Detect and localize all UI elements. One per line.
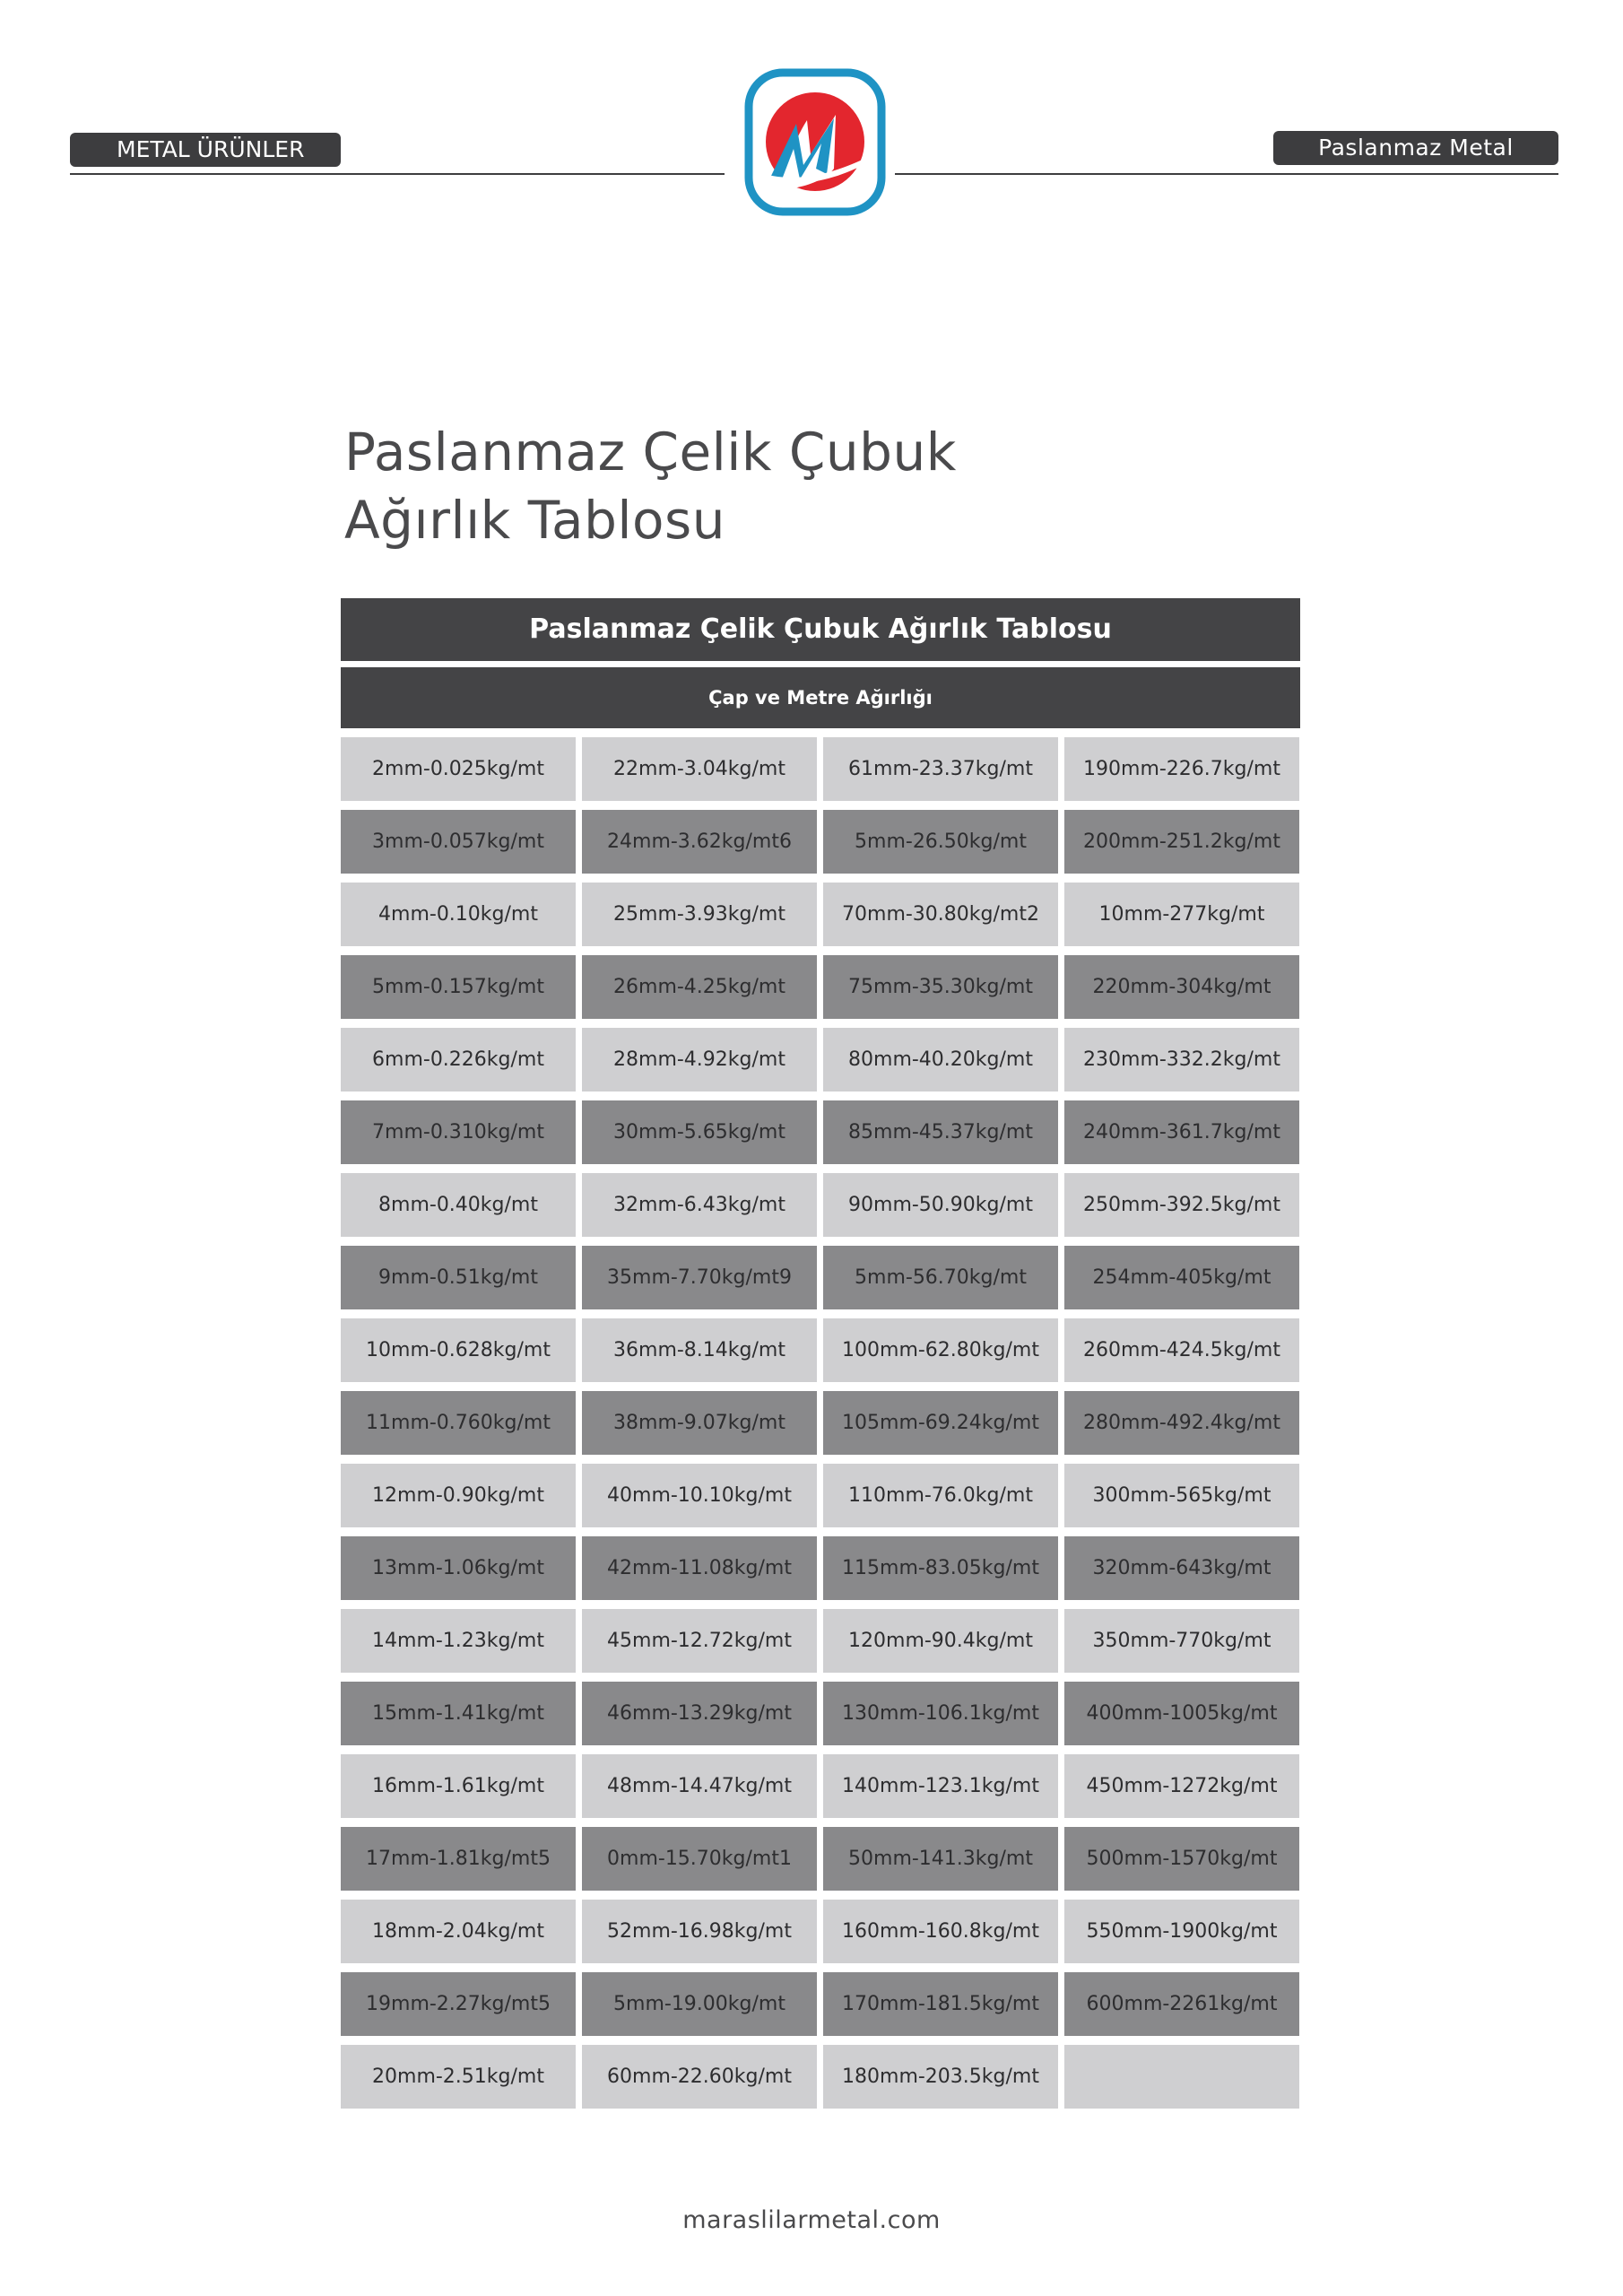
table-cell: 10mm-0.628kg/mt [341, 1318, 576, 1382]
table-cell: 240mm-361.7kg/mt [1064, 1100, 1299, 1164]
page-title-line-1: Paslanmaz Çelik Çubuk [344, 422, 957, 483]
table-cell: 60mm-22.60kg/mt [582, 2045, 817, 2109]
table-cell: 3mm-0.057kg/mt [341, 810, 576, 874]
table-cell: 40mm-10.10kg/mt [582, 1464, 817, 1527]
table-cell: 260mm-424.5kg/mt [1064, 1318, 1299, 1382]
table-cell: 32mm-6.43kg/mt [582, 1173, 817, 1237]
table-cell: 105mm-69.24kg/mt [823, 1391, 1058, 1455]
table-cell: 0mm-15.70kg/mt1 [582, 1827, 817, 1891]
table-cell: 85mm-45.37kg/mt [823, 1100, 1058, 1164]
page-title [344, 418, 957, 554]
table-cell: 5mm-0.157kg/mt [341, 955, 576, 1019]
table-cell: 5mm-56.70kg/mt [823, 1246, 1058, 1309]
table-cell: 14mm-1.23kg/mt [341, 1609, 576, 1673]
table-cell: 450mm-1272kg/mt [1064, 1754, 1299, 1818]
table-cell: 5mm-26.50kg/mt [823, 810, 1058, 874]
table-cell: 75mm-35.30kg/mt [823, 955, 1058, 1019]
table-cell: 17mm-1.81kg/mt5 [341, 1827, 576, 1891]
table-cell: 300mm-565kg/mt [1064, 1464, 1299, 1527]
weight-table [341, 598, 1300, 2109]
table-cell: 20mm-2.51kg/mt [341, 2045, 576, 2109]
table-cell: 115mm-83.05kg/mt [823, 1536, 1058, 1600]
header-divider-left [70, 173, 725, 175]
table-cell: 80mm-40.20kg/mt [823, 1028, 1058, 1091]
table-cell: 130mm-106.1kg/mt [823, 1682, 1058, 1745]
table-cell [1064, 2045, 1299, 2109]
table-cell: 15mm-1.41kg/mt [341, 1682, 576, 1745]
table-cell: 170mm-181.5kg/mt [823, 1972, 1058, 2036]
table-cell: 500mm-1570kg/mt [1064, 1827, 1299, 1891]
table-cell: 160mm-160.8kg/mt [823, 1900, 1058, 1963]
table-cell: 230mm-332.2kg/mt [1064, 1028, 1299, 1091]
table-cell: 10mm-277kg/mt [1064, 883, 1299, 946]
table-cell: 320mm-643kg/mt [1064, 1536, 1299, 1600]
table-cell: 50mm-141.3kg/mt [823, 1827, 1058, 1891]
table-cell: 16mm-1.61kg/mt [341, 1754, 576, 1818]
table-cell: 190mm-226.7kg/mt [1064, 737, 1299, 801]
table-cell: 254mm-405kg/mt [1064, 1246, 1299, 1309]
table-cell: 600mm-2261kg/mt [1064, 1972, 1299, 2036]
footer-website[interactable]: maraslilarmetal.com [682, 2206, 941, 2234]
table-cell: 19mm-2.27kg/mt5 [341, 1972, 576, 2036]
table-cell: 45mm-12.72kg/mt [582, 1609, 817, 1673]
table-cell: 350mm-770kg/mt [1064, 1609, 1299, 1673]
metal-urunler-tag: METAL ÜRÜNLER [70, 133, 341, 167]
table-cell: 120mm-90.4kg/mt [823, 1609, 1058, 1673]
table-cell: 30mm-5.65kg/mt [582, 1100, 817, 1164]
table-cell: 8mm-0.40kg/mt [341, 1173, 576, 1237]
table-cell: 61mm-23.37kg/mt [823, 737, 1058, 801]
header-divider-right [895, 173, 1558, 175]
table-cell: 220mm-304kg/mt [1064, 955, 1299, 1019]
table-cell: 18mm-2.04kg/mt [341, 1900, 576, 1963]
table-cell: 180mm-203.5kg/mt [823, 2045, 1058, 2109]
table-cell: 25mm-3.93kg/mt [582, 883, 817, 946]
table-cell: 46mm-13.29kg/mt [582, 1682, 817, 1745]
table-subtitle: Çap ve Metre Ağırlığı [341, 667, 1300, 728]
table-cell: 7mm-0.310kg/mt [341, 1100, 576, 1164]
table-cell: 11mm-0.760kg/mt [341, 1391, 576, 1455]
table-cell: 38mm-9.07kg/mt [582, 1391, 817, 1455]
table-cell: 52mm-16.98kg/mt [582, 1900, 817, 1963]
table-cell: 400mm-1005kg/mt [1064, 1682, 1299, 1745]
table-cell: 90mm-50.90kg/mt [823, 1173, 1058, 1237]
table-cell: 36mm-8.14kg/mt [582, 1318, 817, 1382]
table-cell: 110mm-76.0kg/mt [823, 1464, 1058, 1527]
table-cell: 5mm-19.00kg/mt [582, 1972, 817, 2036]
table-cell: 2mm-0.025kg/mt [341, 737, 576, 801]
table-cell: 4mm-0.10kg/mt [341, 883, 576, 946]
table-cell: 28mm-4.92kg/mt [582, 1028, 817, 1091]
table-title: Paslanmaz Çelik Çubuk Ağırlık Tablosu [341, 598, 1300, 661]
table-cell: 9mm-0.51kg/mt [341, 1246, 576, 1309]
maraslilar-m-logo-icon [744, 68, 886, 216]
table-cell: 280mm-492.4kg/mt [1064, 1391, 1299, 1455]
table-grid [341, 737, 1300, 2109]
table-cell: 140mm-123.1kg/mt [823, 1754, 1058, 1818]
table-cell: 6mm-0.226kg/mt [341, 1028, 576, 1091]
table-cell: 13mm-1.06kg/mt [341, 1536, 576, 1600]
table-cell: 42mm-11.08kg/mt [582, 1536, 817, 1600]
table-cell: 200mm-251.2kg/mt [1064, 810, 1299, 874]
paslanmaz-metal-tag: Paslanmaz Metal [1273, 131, 1558, 165]
table-cell: 22mm-3.04kg/mt [582, 737, 817, 801]
table-cell: 250mm-392.5kg/mt [1064, 1173, 1299, 1237]
page-title-line-2: Ağırlık Tablosu [344, 490, 725, 551]
table-cell: 26mm-4.25kg/mt [582, 955, 817, 1019]
table-cell: 100mm-62.80kg/mt [823, 1318, 1058, 1382]
table-cell: 550mm-1900kg/mt [1064, 1900, 1299, 1963]
table-cell: 12mm-0.90kg/mt [341, 1464, 576, 1527]
table-cell: 48mm-14.47kg/mt [582, 1754, 817, 1818]
table-cell: 70mm-30.80kg/mt2 [823, 883, 1058, 946]
table-cell: 35mm-7.70kg/mt9 [582, 1246, 817, 1309]
table-cell: 24mm-3.62kg/mt6 [582, 810, 817, 874]
